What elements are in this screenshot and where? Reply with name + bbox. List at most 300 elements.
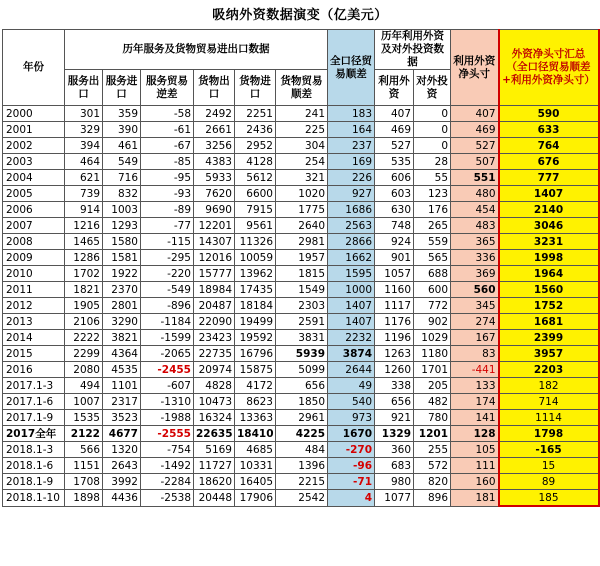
cell-goods-import: 16405 bbox=[235, 474, 276, 490]
cell-summary: 1998 bbox=[499, 250, 599, 266]
cell-summary: 777 bbox=[499, 170, 599, 186]
cell-fdi-out: 28 bbox=[414, 154, 451, 170]
cell-goods-surplus: 1775 bbox=[276, 202, 328, 218]
cell-fdi-out: 780 bbox=[414, 410, 451, 426]
cell-year: 2017全年 bbox=[3, 426, 65, 442]
cell-svc-import: 1581 bbox=[103, 250, 141, 266]
cell-total-surplus: 1000 bbox=[328, 282, 375, 298]
cell-year: 2017.1-3 bbox=[3, 378, 65, 394]
table-row bbox=[3, 122, 599, 138]
cell-svc-export: 1286 bbox=[65, 250, 103, 266]
cell-total-surplus: 49 bbox=[328, 378, 375, 394]
cell-fdi-out: 1201 bbox=[414, 426, 451, 442]
table-row bbox=[3, 474, 599, 490]
cell-summary: 2203 bbox=[499, 362, 599, 378]
cell-net-fdi: 336 bbox=[451, 250, 499, 266]
cell-svc-import: 716 bbox=[103, 170, 141, 186]
cell-net-fdi: 181 bbox=[451, 490, 499, 507]
cell-net-fdi: 167 bbox=[451, 330, 499, 346]
cell-svc-deficit: -1492 bbox=[141, 458, 194, 474]
cell-goods-import: 18184 bbox=[235, 298, 276, 314]
cell-svc-import: 3821 bbox=[103, 330, 141, 346]
cell-svc-export: 464 bbox=[65, 154, 103, 170]
cell-summary: 676 bbox=[499, 154, 599, 170]
cell-svc-deficit: -61 bbox=[141, 122, 194, 138]
cell-svc-deficit: -95 bbox=[141, 170, 194, 186]
cell-net-fdi: 527 bbox=[451, 138, 499, 154]
cell-svc-export: 1708 bbox=[65, 474, 103, 490]
cell-total-surplus: 1595 bbox=[328, 266, 375, 282]
cell-svc-import: 2317 bbox=[103, 394, 141, 410]
header-svc-import: 服务进口 bbox=[103, 70, 141, 106]
cell-fdi-out: 255 bbox=[414, 442, 451, 458]
cell-svc-export: 1465 bbox=[65, 234, 103, 250]
cell-goods-export: 12016 bbox=[194, 250, 235, 266]
cell-year: 2016 bbox=[3, 362, 65, 378]
cell-goods-export: 22090 bbox=[194, 314, 235, 330]
cell-fdi-in: 683 bbox=[375, 458, 414, 474]
table-body bbox=[3, 106, 599, 507]
table-row bbox=[3, 314, 599, 330]
cell-year: 2008 bbox=[3, 234, 65, 250]
header-goods-export: 货物出口 bbox=[194, 70, 235, 106]
cell-fdi-in: 921 bbox=[375, 410, 414, 426]
cell-fdi-out: 176 bbox=[414, 202, 451, 218]
cell-svc-import: 2643 bbox=[103, 458, 141, 474]
cell-summary: 1752 bbox=[499, 298, 599, 314]
cell-total-surplus: -71 bbox=[328, 474, 375, 490]
cell-svc-deficit: -85 bbox=[141, 154, 194, 170]
cell-summary: 2399 bbox=[499, 330, 599, 346]
cell-fdi-in: 1263 bbox=[375, 346, 414, 362]
cell-goods-surplus: 2542 bbox=[276, 490, 328, 507]
cell-year: 2012 bbox=[3, 298, 65, 314]
cell-goods-export: 23423 bbox=[194, 330, 235, 346]
cell-goods-surplus: 254 bbox=[276, 154, 328, 170]
cell-fdi-in: 535 bbox=[375, 154, 414, 170]
cell-goods-import: 2952 bbox=[235, 138, 276, 154]
cell-fdi-out: 1180 bbox=[414, 346, 451, 362]
cell-goods-surplus: 656 bbox=[276, 378, 328, 394]
cell-total-surplus: 183 bbox=[328, 106, 375, 122]
cell-svc-deficit: -2284 bbox=[141, 474, 194, 490]
cell-year: 2002 bbox=[3, 138, 65, 154]
cell-year: 2005 bbox=[3, 186, 65, 202]
cell-fdi-in: 1077 bbox=[375, 490, 414, 507]
cell-svc-export: 2122 bbox=[65, 426, 103, 442]
cell-svc-export: 2106 bbox=[65, 314, 103, 330]
table-row bbox=[3, 442, 599, 458]
cell-svc-export: 739 bbox=[65, 186, 103, 202]
cell-goods-export: 22735 bbox=[194, 346, 235, 362]
header-trade-group: 历年服务及货物贸易进出口数据 bbox=[65, 30, 328, 70]
cell-svc-deficit: -89 bbox=[141, 202, 194, 218]
table-row bbox=[3, 458, 599, 474]
cell-total-surplus: 1670 bbox=[328, 426, 375, 442]
cell-total-surplus: 2563 bbox=[328, 218, 375, 234]
cell-summary: 1114 bbox=[499, 410, 599, 426]
cell-fdi-out: 55 bbox=[414, 170, 451, 186]
cell-fdi-in: 924 bbox=[375, 234, 414, 250]
cell-net-fdi: 160 bbox=[451, 474, 499, 490]
cell-goods-export: 7620 bbox=[194, 186, 235, 202]
header-svc-deficit: 服务贸易逆差 bbox=[141, 70, 194, 106]
cell-fdi-out: 1029 bbox=[414, 330, 451, 346]
cell-total-surplus: 973 bbox=[328, 410, 375, 426]
cell-year: 2015 bbox=[3, 346, 65, 362]
cell-fdi-in: 360 bbox=[375, 442, 414, 458]
cell-summary: 3046 bbox=[499, 218, 599, 234]
cell-summary: 2140 bbox=[499, 202, 599, 218]
cell-summary: 3231 bbox=[499, 234, 599, 250]
cell-goods-import: 19499 bbox=[235, 314, 276, 330]
cell-svc-export: 301 bbox=[65, 106, 103, 122]
cell-goods-import: 4128 bbox=[235, 154, 276, 170]
cell-summary: 764 bbox=[499, 138, 599, 154]
cell-goods-surplus: 3831 bbox=[276, 330, 328, 346]
cell-goods-import: 19592 bbox=[235, 330, 276, 346]
cell-total-surplus: -96 bbox=[328, 458, 375, 474]
cell-summary: 1681 bbox=[499, 314, 599, 330]
cell-goods-surplus: 1549 bbox=[276, 282, 328, 298]
cell-net-fdi: 141 bbox=[451, 410, 499, 426]
cell-goods-surplus: 5939 bbox=[276, 346, 328, 362]
cell-net-fdi: 507 bbox=[451, 154, 499, 170]
cell-summary: 3957 bbox=[499, 346, 599, 362]
cell-fdi-in: 469 bbox=[375, 122, 414, 138]
cell-goods-import: 10059 bbox=[235, 250, 276, 266]
cell-fdi-out: 600 bbox=[414, 282, 451, 298]
cell-svc-deficit: -115 bbox=[141, 234, 194, 250]
cell-svc-import: 4364 bbox=[103, 346, 141, 362]
cell-svc-import: 1101 bbox=[103, 378, 141, 394]
table-row bbox=[3, 362, 599, 378]
cell-year: 2010 bbox=[3, 266, 65, 282]
cell-summary: 1407 bbox=[499, 186, 599, 202]
header-fdi-group: 历年利用外资及对外投资数据 bbox=[375, 30, 451, 70]
cell-svc-import: 4677 bbox=[103, 426, 141, 442]
cell-goods-import: 18410 bbox=[235, 426, 276, 442]
cell-svc-deficit: -67 bbox=[141, 138, 194, 154]
cell-svc-import: 1003 bbox=[103, 202, 141, 218]
table-row bbox=[3, 490, 599, 507]
cell-goods-surplus: 2640 bbox=[276, 218, 328, 234]
cell-fdi-in: 1117 bbox=[375, 298, 414, 314]
cell-goods-import: 10331 bbox=[235, 458, 276, 474]
cell-svc-deficit: -295 bbox=[141, 250, 194, 266]
cell-fdi-in: 603 bbox=[375, 186, 414, 202]
cell-fdi-out: 205 bbox=[414, 378, 451, 394]
cell-fdi-out: 772 bbox=[414, 298, 451, 314]
cell-svc-export: 494 bbox=[65, 378, 103, 394]
cell-total-surplus: 927 bbox=[328, 186, 375, 202]
cell-goods-import: 8623 bbox=[235, 394, 276, 410]
cell-goods-export: 2492 bbox=[194, 106, 235, 122]
cell-svc-deficit: -607 bbox=[141, 378, 194, 394]
cell-summary: 185 bbox=[499, 490, 599, 507]
cell-year: 2013 bbox=[3, 314, 65, 330]
cell-total-surplus: 1407 bbox=[328, 314, 375, 330]
cell-year: 2000 bbox=[3, 106, 65, 122]
cell-goods-export: 18620 bbox=[194, 474, 235, 490]
cell-total-surplus: 3874 bbox=[328, 346, 375, 362]
cell-net-fdi: 551 bbox=[451, 170, 499, 186]
cell-goods-export: 4828 bbox=[194, 378, 235, 394]
cell-fdi-in: 338 bbox=[375, 378, 414, 394]
cell-goods-surplus: 2981 bbox=[276, 234, 328, 250]
cell-goods-surplus: 1815 bbox=[276, 266, 328, 282]
cell-svc-deficit: -2065 bbox=[141, 346, 194, 362]
cell-goods-import: 4172 bbox=[235, 378, 276, 394]
cell-svc-import: 3290 bbox=[103, 314, 141, 330]
cell-fdi-in: 1196 bbox=[375, 330, 414, 346]
cell-svc-export: 2222 bbox=[65, 330, 103, 346]
cell-year: 2017.1-9 bbox=[3, 410, 65, 426]
cell-fdi-in: 1057 bbox=[375, 266, 414, 282]
cell-fdi-out: 902 bbox=[414, 314, 451, 330]
cell-summary: 590 bbox=[499, 106, 599, 122]
cell-svc-deficit: -93 bbox=[141, 186, 194, 202]
table-row bbox=[3, 106, 599, 122]
cell-year: 2014 bbox=[3, 330, 65, 346]
cell-fdi-out: 265 bbox=[414, 218, 451, 234]
cell-total-surplus: 1686 bbox=[328, 202, 375, 218]
table-row bbox=[3, 346, 599, 362]
cell-goods-surplus: 484 bbox=[276, 442, 328, 458]
cell-net-fdi: 128 bbox=[451, 426, 499, 442]
cell-svc-export: 1007 bbox=[65, 394, 103, 410]
cell-fdi-out: 565 bbox=[414, 250, 451, 266]
cell-fdi-in: 980 bbox=[375, 474, 414, 490]
cell-total-surplus: 1407 bbox=[328, 298, 375, 314]
cell-goods-surplus: 2961 bbox=[276, 410, 328, 426]
cell-total-surplus: 2644 bbox=[328, 362, 375, 378]
cell-net-fdi: 469 bbox=[451, 122, 499, 138]
cell-svc-import: 2801 bbox=[103, 298, 141, 314]
cell-net-fdi: 365 bbox=[451, 234, 499, 250]
cell-goods-surplus: 2303 bbox=[276, 298, 328, 314]
cell-net-fdi: 105 bbox=[451, 442, 499, 458]
cell-fdi-out: 688 bbox=[414, 266, 451, 282]
cell-goods-import: 11326 bbox=[235, 234, 276, 250]
cell-svc-import: 2370 bbox=[103, 282, 141, 298]
table-row bbox=[3, 282, 599, 298]
cell-fdi-in: 527 bbox=[375, 138, 414, 154]
cell-goods-export: 10473 bbox=[194, 394, 235, 410]
cell-fdi-out: 123 bbox=[414, 186, 451, 202]
cell-net-fdi: 83 bbox=[451, 346, 499, 362]
cell-fdi-in: 748 bbox=[375, 218, 414, 234]
cell-svc-deficit: -2538 bbox=[141, 490, 194, 507]
cell-goods-surplus: 1850 bbox=[276, 394, 328, 410]
cell-goods-export: 5169 bbox=[194, 442, 235, 458]
cell-total-surplus: -270 bbox=[328, 442, 375, 458]
cell-net-fdi: 407 bbox=[451, 106, 499, 122]
cell-net-fdi: 483 bbox=[451, 218, 499, 234]
table-row bbox=[3, 394, 599, 410]
cell-fdi-out: 0 bbox=[414, 106, 451, 122]
cell-fdi-in: 1176 bbox=[375, 314, 414, 330]
cell-net-fdi: 560 bbox=[451, 282, 499, 298]
cell-fdi-in: 407 bbox=[375, 106, 414, 122]
cell-goods-import: 5612 bbox=[235, 170, 276, 186]
cell-fdi-in: 901 bbox=[375, 250, 414, 266]
cell-goods-import: 13363 bbox=[235, 410, 276, 426]
cell-total-surplus: 2866 bbox=[328, 234, 375, 250]
cell-fdi-in: 1160 bbox=[375, 282, 414, 298]
cell-goods-export: 11727 bbox=[194, 458, 235, 474]
cell-total-surplus: 226 bbox=[328, 170, 375, 186]
table-row bbox=[3, 170, 599, 186]
cell-svc-import: 461 bbox=[103, 138, 141, 154]
table-row bbox=[3, 202, 599, 218]
cell-year: 2017.1-6 bbox=[3, 394, 65, 410]
cell-svc-import: 3523 bbox=[103, 410, 141, 426]
cell-svc-export: 2080 bbox=[65, 362, 103, 378]
header-summary: 外资净头寸汇总（全口径贸易顺差+利用外资净头寸） bbox=[499, 30, 599, 106]
cell-svc-import: 3992 bbox=[103, 474, 141, 490]
header-total-surplus: 全口径贸易顺差 bbox=[328, 30, 375, 106]
cell-total-surplus: 169 bbox=[328, 154, 375, 170]
cell-year: 2009 bbox=[3, 250, 65, 266]
cell-goods-export: 4383 bbox=[194, 154, 235, 170]
table-row bbox=[3, 330, 599, 346]
cell-summary: 1964 bbox=[499, 266, 599, 282]
cell-summary: 714 bbox=[499, 394, 599, 410]
cell-goods-import: 2251 bbox=[235, 106, 276, 122]
cell-net-fdi: 133 bbox=[451, 378, 499, 394]
cell-year: 2018.1-3 bbox=[3, 442, 65, 458]
cell-goods-import: 6600 bbox=[235, 186, 276, 202]
cell-net-fdi: 274 bbox=[451, 314, 499, 330]
cell-net-fdi: 454 bbox=[451, 202, 499, 218]
cell-goods-export: 16324 bbox=[194, 410, 235, 426]
cell-goods-export: 9690 bbox=[194, 202, 235, 218]
cell-fdi-in: 1329 bbox=[375, 426, 414, 442]
cell-svc-deficit: -1310 bbox=[141, 394, 194, 410]
cell-svc-deficit: -1988 bbox=[141, 410, 194, 426]
cell-svc-export: 621 bbox=[65, 170, 103, 186]
cell-svc-deficit: -1599 bbox=[141, 330, 194, 346]
cell-fdi-in: 630 bbox=[375, 202, 414, 218]
cell-svc-import: 4436 bbox=[103, 490, 141, 507]
cell-fdi-in: 1260 bbox=[375, 362, 414, 378]
table-row bbox=[3, 378, 599, 394]
cell-svc-deficit: -1184 bbox=[141, 314, 194, 330]
cell-goods-import: 4685 bbox=[235, 442, 276, 458]
cell-summary: 1798 bbox=[499, 426, 599, 442]
cell-svc-import: 1320 bbox=[103, 442, 141, 458]
cell-svc-export: 2299 bbox=[65, 346, 103, 362]
cell-fdi-out: 559 bbox=[414, 234, 451, 250]
cell-total-surplus: 164 bbox=[328, 122, 375, 138]
cell-total-surplus: 1662 bbox=[328, 250, 375, 266]
cell-goods-surplus: 321 bbox=[276, 170, 328, 186]
cell-svc-export: 566 bbox=[65, 442, 103, 458]
cell-svc-export: 1535 bbox=[65, 410, 103, 426]
cell-svc-export: 1151 bbox=[65, 458, 103, 474]
cell-svc-export: 394 bbox=[65, 138, 103, 154]
header-goods-import: 货物进口 bbox=[235, 70, 276, 106]
cell-summary: -165 bbox=[499, 442, 599, 458]
table-row bbox=[3, 410, 599, 426]
cell-goods-export: 2661 bbox=[194, 122, 235, 138]
cell-svc-export: 1216 bbox=[65, 218, 103, 234]
cell-svc-export: 1898 bbox=[65, 490, 103, 507]
cell-goods-surplus: 4225 bbox=[276, 426, 328, 442]
table-row bbox=[3, 218, 599, 234]
cell-total-surplus: 4 bbox=[328, 490, 375, 507]
cell-goods-export: 20974 bbox=[194, 362, 235, 378]
cell-goods-export: 3256 bbox=[194, 138, 235, 154]
cell-svc-export: 1905 bbox=[65, 298, 103, 314]
cell-svc-import: 832 bbox=[103, 186, 141, 202]
cell-fdi-out: 0 bbox=[414, 122, 451, 138]
cell-goods-surplus: 2215 bbox=[276, 474, 328, 490]
cell-net-fdi: 369 bbox=[451, 266, 499, 282]
cell-year: 2001 bbox=[3, 122, 65, 138]
cell-goods-surplus: 304 bbox=[276, 138, 328, 154]
cell-fdi-out: 482 bbox=[414, 394, 451, 410]
header-fdi-in: 利用外资 bbox=[375, 70, 414, 106]
cell-svc-import: 1922 bbox=[103, 266, 141, 282]
table-row bbox=[3, 186, 599, 202]
table-row bbox=[3, 266, 599, 282]
header-year: 年份 bbox=[3, 30, 65, 106]
cell-goods-import: 15875 bbox=[235, 362, 276, 378]
cell-goods-surplus: 241 bbox=[276, 106, 328, 122]
cell-summary: 15 bbox=[499, 458, 599, 474]
cell-svc-import: 549 bbox=[103, 154, 141, 170]
cell-fdi-out: 896 bbox=[414, 490, 451, 507]
table-row bbox=[3, 234, 599, 250]
cell-goods-surplus: 1396 bbox=[276, 458, 328, 474]
cell-goods-export: 5933 bbox=[194, 170, 235, 186]
cell-goods-import: 13962 bbox=[235, 266, 276, 282]
cell-goods-export: 22635 bbox=[194, 426, 235, 442]
cell-year: 2006 bbox=[3, 202, 65, 218]
header-fdi-out: 对外投资 bbox=[414, 70, 451, 106]
cell-goods-import: 17906 bbox=[235, 490, 276, 507]
cell-year: 2018.1-6 bbox=[3, 458, 65, 474]
cell-fdi-out: 572 bbox=[414, 458, 451, 474]
cell-svc-deficit: -754 bbox=[141, 442, 194, 458]
header-goods-surplus: 货物贸易顺差 bbox=[276, 70, 328, 106]
cell-fdi-in: 656 bbox=[375, 394, 414, 410]
table-row bbox=[3, 298, 599, 314]
cell-net-fdi: 345 bbox=[451, 298, 499, 314]
cell-summary: 1560 bbox=[499, 282, 599, 298]
cell-year: 2018.1-9 bbox=[3, 474, 65, 490]
cell-svc-import: 1580 bbox=[103, 234, 141, 250]
cell-svc-deficit: -896 bbox=[141, 298, 194, 314]
cell-goods-import: 2436 bbox=[235, 122, 276, 138]
cell-svc-export: 1702 bbox=[65, 266, 103, 282]
cell-goods-export: 15777 bbox=[194, 266, 235, 282]
cell-goods-surplus: 1957 bbox=[276, 250, 328, 266]
cell-goods-export: 14307 bbox=[194, 234, 235, 250]
cell-svc-export: 329 bbox=[65, 122, 103, 138]
table-row bbox=[3, 138, 599, 154]
cell-net-fdi: 111 bbox=[451, 458, 499, 474]
cell-svc-deficit: -220 bbox=[141, 266, 194, 282]
fdi-data-table bbox=[2, 29, 600, 507]
table-row bbox=[3, 154, 599, 170]
cell-goods-surplus: 2591 bbox=[276, 314, 328, 330]
cell-svc-deficit: -77 bbox=[141, 218, 194, 234]
cell-fdi-out: 1701 bbox=[414, 362, 451, 378]
cell-total-surplus: 540 bbox=[328, 394, 375, 410]
